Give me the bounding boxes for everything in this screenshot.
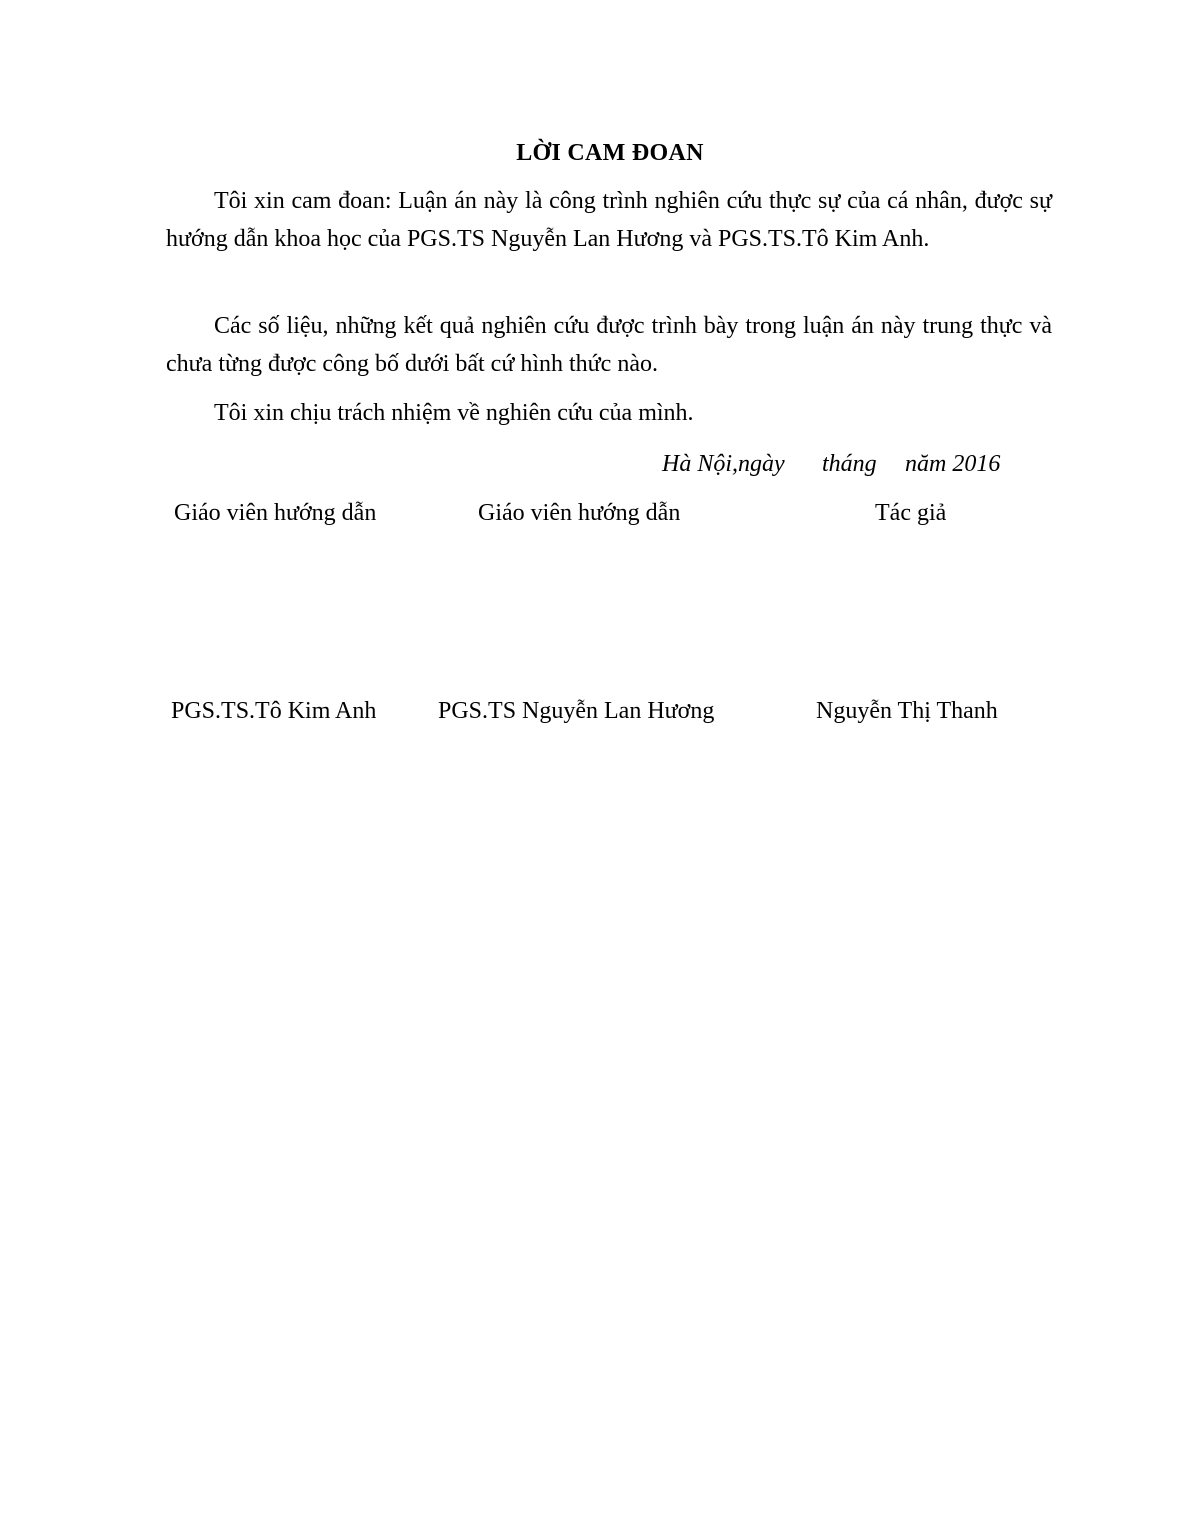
data-integrity-paragraph: Các số liệu, những kết quả nghiên cứu được trình bày trong luận án này trung thực và chưa từng được công bố dưới bất cứ hình thức nào.	[166, 313, 1052, 377]
signature-name-author: Nguyễn Thị Thanh	[816, 698, 998, 724]
declaration-paragraph: Tôi xin cam đoan: Luận án này là công trình nghiên cứu thực sự của cá nhân, được sự hướng dẫn khoa học của PGS.TS Nguyễn Lan Hương và PGS.TS.Tô Kim Anh.	[166, 188, 1052, 252]
signature-role-supervisor-1: Giáo viên hướng dẫn	[174, 500, 377, 526]
signature-name-supervisor-1: PGS.TS.Tô Kim Anh	[171, 698, 377, 724]
date-line	[0, 445, 1190, 483]
date-year: năm 2016	[905, 451, 1001, 477]
date-place-day: Hà Nội,ngày	[662, 451, 785, 477]
signature-role-supervisor-2: Giáo viên hướng dẫn	[478, 500, 681, 526]
signature-role-author: Tác giả	[875, 500, 947, 526]
page-title: LỜI CAM ĐOAN	[516, 140, 704, 166]
responsibility-paragraph: Tôi xin chịu trách nhiệm về nghiên cứu của mình.	[214, 400, 694, 426]
date-month: tháng	[822, 451, 877, 477]
signature-name-supervisor-2: PGS.TS Nguyễn Lan Hương	[438, 698, 715, 724]
